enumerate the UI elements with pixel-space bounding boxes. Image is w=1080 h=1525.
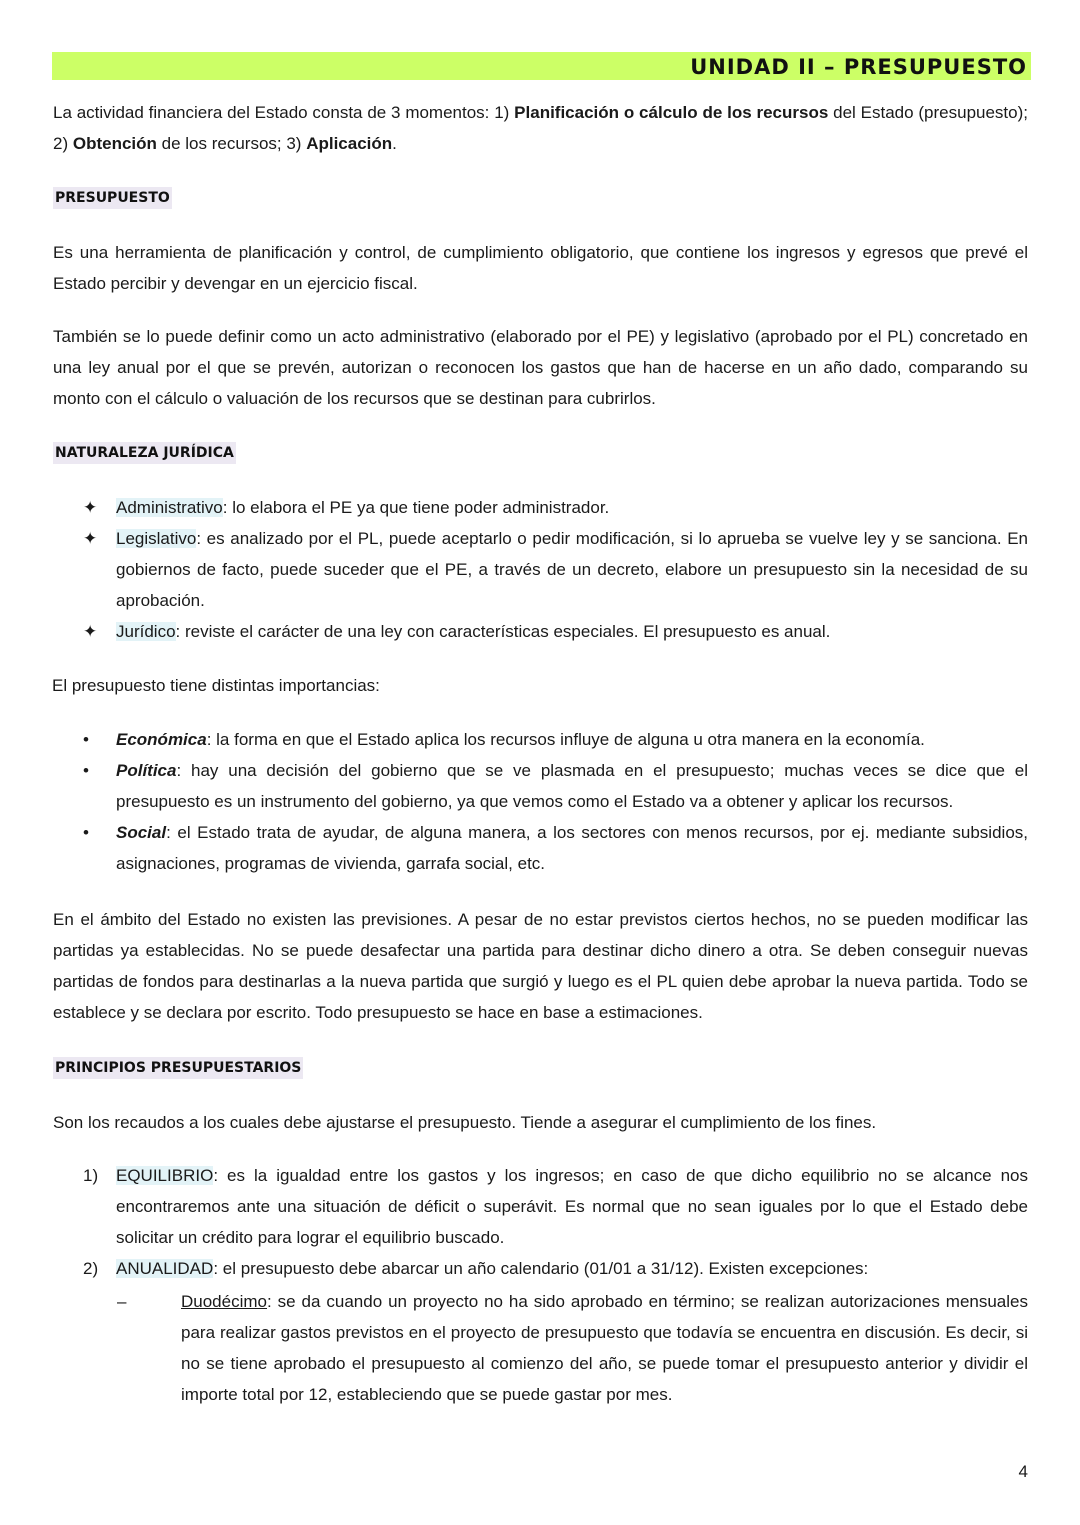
term-economica: Económica — [116, 730, 207, 749]
list-item — [53, 492, 1028, 523]
intro-paragraph — [53, 97, 1028, 159]
list-item — [53, 724, 1028, 755]
list-number: 2) — [83, 1259, 99, 1278]
item-text: : el presupuesto debe abarcar un año calendario (01/01 a 31/12). Existen excepciones: — [213, 1259, 869, 1278]
page-number: 4 — [1018, 1462, 1028, 1481]
item-text: : es la igualdad entre los gastos y los ingresos; en caso de que dicho equilibrio no se alcance nos encontraremos ante una situación de déficit o superávit. Es normal que no sean iguales por lo que el Estado debe solicitar un crédito para lograr el equilibrio buscado. — [116, 1166, 1028, 1247]
item-text: : reviste el carácter de una ley con características especiales. El presupuesto es anual. — [175, 622, 831, 641]
list-number: 1) — [83, 1166, 99, 1185]
term-juridico: Jurídico — [116, 622, 176, 641]
item-text: : se da cuando un proyecto no ha sido aprobado en término; se realizan autorizaciones mensuales para realizar gastos previstos en el proyecto de presupuesto que todavía se encuentra en discusión. Es decir, si no se tiene aprobado el presupuesto al comienzo del año, se puede tomar el presupuesto anterior y dividir el importe total por 12, estableciendo que se puede gastar por mes. — [181, 1292, 1028, 1404]
term-duodecimo: Duodécimo — [181, 1292, 267, 1311]
dash-bullet-icon: – — [117, 1292, 127, 1311]
unit-banner — [52, 52, 1031, 80]
item-text: : lo elabora el PE ya que tiene poder administrador. — [222, 498, 610, 517]
intro-text: La actividad financiera del Estado consta de 3 momentos: 1) — [53, 103, 515, 122]
bullet-icon: • — [83, 730, 89, 749]
section-heading-naturaleza: NATURALEZA JURÍDICA — [53, 442, 236, 464]
item-text: : es analizado por el PL, puede aceptarlo o pedir modificación, si lo aprueba se vuelve ley y se sanciona. En gobiernos de facto, puede suceder que el PE, a través de un decreto, elabore un presupuesto sin la necesidad de su aprobación. — [116, 529, 1028, 610]
star-bullet-icon: ✦ — [83, 529, 98, 548]
term-legislativo: Legislativo — [116, 529, 197, 548]
list-item — [53, 616, 1028, 647]
list-item — [53, 755, 1028, 817]
principios-list — [53, 1160, 1028, 1284]
intro-bold-obtencion: Obtención — [72, 134, 157, 153]
item-text: : hay una decisión del gobierno que se ve plasmada en el presupuesto; muchas veces se dice que el presupuesto es un instrumento del gobierno, ya que vemos como el Estado va a obtener y aplicar los recursos. — [116, 761, 1028, 811]
definition-paragraph-2: También se lo puede definir como un acto administrativo (elaborado por el PE) y legislativo (aprobado por el PL) concretado en una ley anual por el que se prevén, autorizan o reconocen los gastos que han de hacerse en un año dado, comparando su monto con el cálculo o valuación de los recursos que se destinan para cubrirlos. — [53, 327, 1028, 408]
importancias-list — [53, 724, 1028, 879]
item-text: : la forma en que el Estado aplica los recursos influye de alguna u otra manera en la economía. — [206, 730, 925, 749]
list-item — [53, 1253, 1028, 1284]
naturaleza-list — [53, 492, 1028, 647]
item-text: : el Estado trata de ayudar, de alguna manera, a los sectores con menos recursos, por ej. mediante subsidios, asignaciones, programas de vivienda, garrafa social, etc. — [116, 823, 1028, 873]
list-item — [53, 1160, 1028, 1253]
list-item — [117, 1286, 1028, 1410]
intro-text: . — [392, 134, 397, 153]
intro-bold-planificacion: Planificación o cálculo de los recursos — [514, 103, 829, 122]
list-item — [53, 523, 1028, 616]
intro-text: de los recursos; 3) — [156, 134, 307, 153]
bullet-icon: • — [83, 761, 89, 780]
section-heading-principios: PRINCIPIOS PRESUPUESTARIOS — [53, 1057, 303, 1079]
section-heading-presupuesto: PRESUPUESTO — [53, 187, 172, 209]
term-anualidad: ANUALIDAD — [116, 1259, 214, 1278]
intro-bold-aplicacion: Aplicación — [306, 134, 393, 153]
list-item — [53, 817, 1028, 879]
importancias-intro: El presupuesto tiene distintas importancias: — [52, 676, 380, 695]
term-politica: Política — [116, 761, 177, 780]
term-administrativo: Administrativo — [116, 498, 223, 517]
intro-text: del Estado (presupuesto); 2) — [53, 103, 1028, 153]
definition-paragraph: Es una herramienta de planificación y control, de cumplimiento obligatorio, que contiene los ingresos y egresos que prevé el Estado percibir y devengar en un ejercicio fiscal. — [53, 243, 1028, 293]
term-social: Social — [116, 823, 167, 842]
star-bullet-icon: ✦ — [83, 498, 98, 517]
star-bullet-icon: ✦ — [83, 622, 98, 641]
excepciones-list — [117, 1286, 1028, 1410]
term-equilibrio: EQUILIBRIO — [116, 1166, 214, 1185]
unit-title: UNIDAD II – PRESUPUESTO — [690, 55, 1027, 79]
bullet-icon: • — [83, 823, 89, 842]
principios-intro: Son los recaudos a los cuales debe ajustarse el presupuesto. Tiende a asegurar el cumplimiento de los fines. — [53, 1113, 877, 1132]
previsiones-paragraph: En el ámbito del Estado no existen las previsiones. A pesar de no estar previstos ciertos hechos, no se pueden modificar las partidas ya establecidas. No se puede desafectar una partida para destinar dicho dinero a otra. Se deben conseguir nuevas partidas de fondos para destinarlas a la nueva partida que surgió y luego es el PL quien debe aprobar la nueva partida. Todo se establece y se declara por escrito. Todo presupuesto se hace en base a estimaciones. — [53, 910, 1028, 1022]
